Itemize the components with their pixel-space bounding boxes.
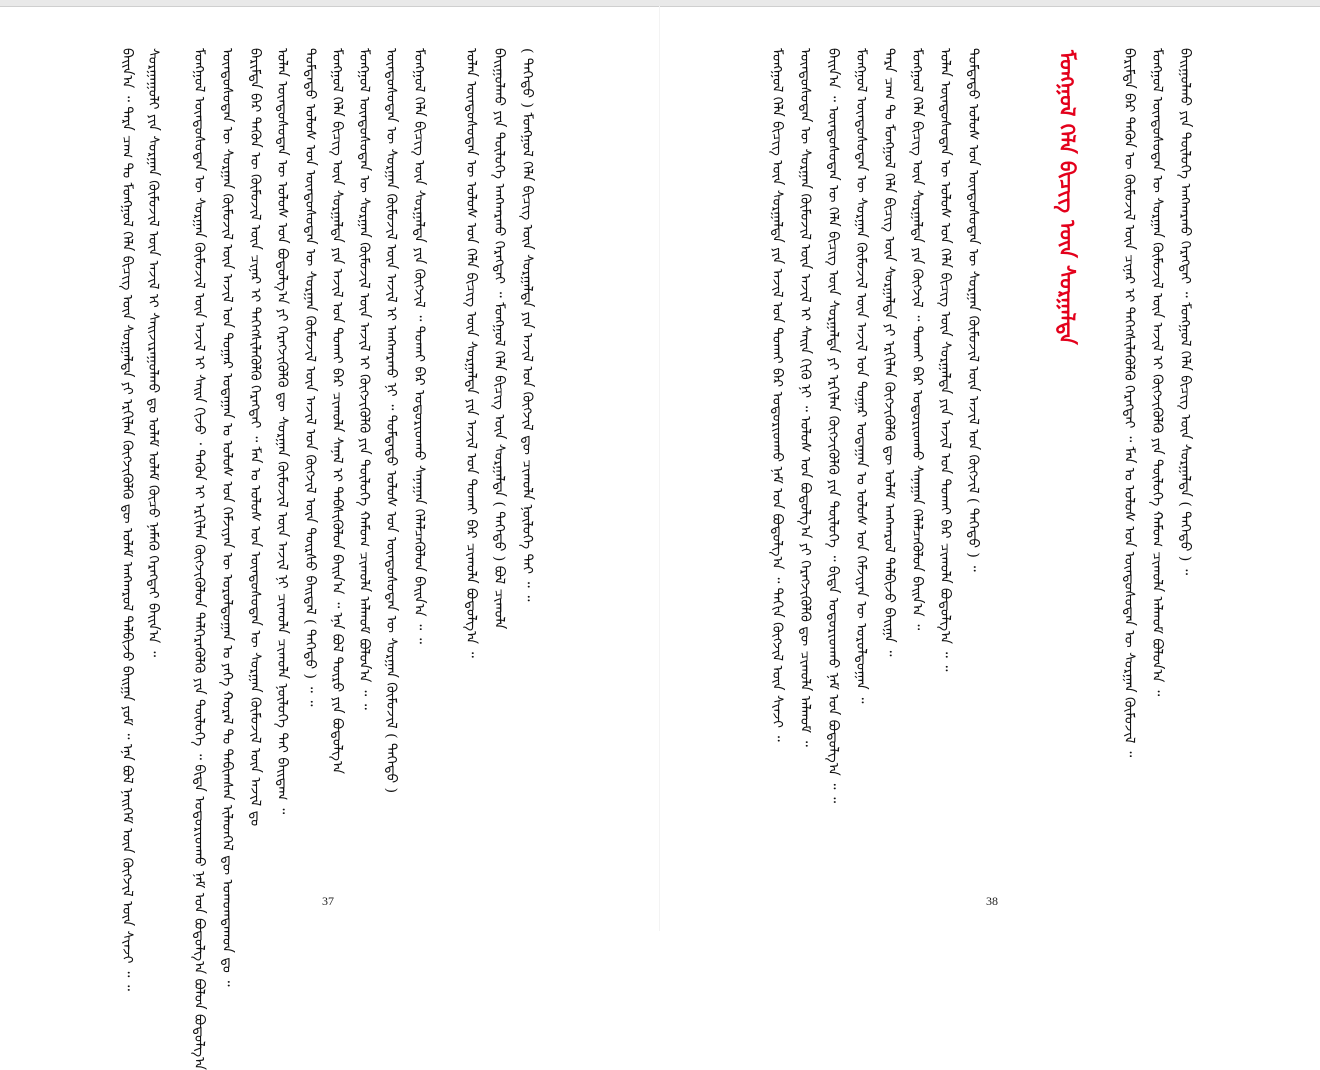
text-column: ᠪᠠᠷᠢᠮᠲᠠ ᠪᠠᠷ ᠲᠡᠭᠦᠨ ᠦ ᠬᠦᠮᠦᠵᠢᠯ ᠦᠨ ᠴᠢᠨᠠᠷ ᠢ ᠳᠡᠭᠡᠭᠰᠢᠯᠡᠭᠦᠯᠬᠦ ᠬᠡᠷᠡᠭᠲᠡᠢ ᠃ ᠮᠠᠨ ᠤ ᠤᠯᠤᠰ ᠤᠨ ᠦᠨᠳᠦᠰᠦᠲᠡᠨ ᠦ ᠰᠤᠷᠭᠠᠨ ᠬᠦᠮᠦᠵᠢᠯ ᠦᠨ ᠠᠵᠢᠯ ᠳᠤ — [247, 48, 263, 827]
page-number: 37 — [322, 894, 334, 908]
text-column: ᠮᠣᠩᠭᠣᠯ ᠦᠨᠳᠦᠰᠦᠲᠡᠨ ᠦ ᠰᠤᠷᠭᠠᠨ ᠬᠦᠮᠦᠵᠢᠯ ᠦᠨ ᠠᠵᠢᠯ ᠤᠨ ᠳᠤᠭᠠᠷ ᠤᠳᠠᠭᠠᠨ ᠤ ᠤᠯᠤᠰ ᠤᠨ ᠬᠡᠮᠵᠢᠶᠡᠨ ᠦ ᠤᠷᠤᠯᠳᠤᠭᠠᠨ ᠃ — [853, 48, 869, 704]
text-column: ᠣᠯᠠᠨ ᠦᠨᠳᠦᠰᠦᠲᠡᠨ ᠦ ᠤᠯᠤᠰ ᠤᠨ ᠬᠡᠯᠡ ᠪᠢᠴᠢᠭ ᠦᠨ ᠰᠤᠷᠭᠠᠯᠲᠠ ᠶᠢᠨ ᠠᠵᠢᠯ ᠤᠨ ᠲᠤᠬᠠᠢ ᠪᠠᠷ ᠴᠢᠬᠤᠯᠠ ᠪᠣᠳᠤᠯᠭ᠎ᠠ ᠃ ᠃ — [937, 48, 953, 672]
text-column: ᠮᠣᠩᠭᠣᠯ ᠦᠨᠳᠦᠰᠦᠲᠡᠨ ᠦ ᠰᠤᠷᠭᠠᠨ ᠬᠦᠮᠦᠵᠢᠯ ᠦᠨ ᠠᠵᠢᠯ ᠢ ᠬᠥᠭᠵᠢᠭᠦᠯᠬᠦ ᠶᠢᠨ ᠲᠥᠯᠦᠭᠡ ᠬᠠᠮᠤᠭ ᠴᠢᠬᠤᠯᠠ ᠠᠯᠬᠤᠮ ᠪᠣᠯᠤᠨ᠎ᠠ ᠃ ᠃ — [356, 48, 372, 710]
text-column: ᠪᠠᠢᠭᠤᠯᠬᠤ ᠶᠢᠨ ᠲᠥᠯᠦᠭᠡ ᠠᠩᠬᠠᠷᠬᠤ ᠬᠡᠷᠡᠭᠲᠡᠢ ᠃ ᠮᠣᠩᠭᠣᠯ ᠬᠡᠯᠡ ᠪᠢᠴᠢᠭ ᠦᠨ ᠰᠤᠷᠭᠠᠯᠲᠠ ( ᠳᠡᠭᠡᠳᠦ ) ᠪᠣᠯ ᠴᠢᠬᠤᠯᠠ — [491, 48, 507, 630]
text-column: ᠮᠣᠩᠭᠣᠯ ᠦᠨᠳᠦᠰᠦᠲᠡᠨ ᠦ ᠰᠤᠷᠭᠠᠨ ᠬᠦᠮᠦᠵᠢᠯ ᠦᠨ ᠠᠵᠢᠯ ᠢ ᠰᠠᠢᠨ ᠬᠢᠵᠤ ᠂ ᠲᠡᠭᠦᠨ ᠢ ᠡᠷᠬᠢᠯᠡᠨ ᠬᠥᠭᠵᠢᠭᠦᠯᠦᠨ ᠳᠡᠯᠭᠡᠷᠡᠭᠦᠯᠬᠦ ᠶᠢᠨ ᠲᠥᠯᠦᠭᠡ ᠃ ᠪᠢᠳᠡ ᠤᠳᠤᠷᠢᠳᠬᠤ ᠨᠠᠮ ᠤᠨ ᠪᠣᠳᠤᠯᠭ᠎ᠠ ᠪᠣᠯᠤᠨ ᠪᠣᠳᠤᠯᠭ᠎ᠠ — [191, 48, 207, 1070]
text-column: ᠳᠤᠮᠳᠠᠳᠤ ᠤᠯᠤᠰ ᠤᠨ ᠦᠨᠳᠦᠰᠦᠲᠡᠨ ᠦ ᠰᠤᠷᠭᠠᠨ ᠬᠦᠮᠦᠵᠢᠯ ᠦᠨ ᠠᠵᠢᠯ ᠤᠨ ᠬᠥᠭᠵᠢᠯ ( ᠳᠡᠭᠡᠳᠦ ) ᠃ — [965, 48, 981, 572]
text-column: ᠮᠣᠩᠭᠣᠯ ᠬᠡᠯᠡ ᠪᠢᠴᠢᠭ ᠦᠨ ᠰᠤᠷᠭᠠᠯᠲᠠ ᠶᠢᠨ ᠬᠥᠭᠵᠢᠯ ᠃ ᠲᠤᠬᠠᠢ ᠪᠠᠷ ᠤᠳᠤᠷᠢᠳᠬᠤ ᠰᠠᠨᠠᠭᠠᠨ ᠬᠡᠯᠡᠯᠴᠡᠭᠦᠯᠦᠨ ᠪᠠᠢᠨ᠎ᠠ ᠃ — [909, 48, 925, 631]
text-column: ᠦᠨᠳᠦᠰᠦᠲᠡᠨ ᠦ ᠰᠤᠷᠭᠠᠨ ᠬᠦᠮᠦᠵᠢᠯ ᠦᠨ ᠠᠵᠢᠯ ᠢ ᠰᠠᠢᠨ ᠬᠢᠬᠦ ᠨᠢ ᠃ ᠤᠯᠤᠰ ᠤᠨ ᠪᠣᠳᠤᠯᠭ᠎ᠠ ᠶᠢ ᠬᠡᠷᠡᠭᠵᠢᠭᠦᠯᠬᠦ ᠳᠦ ᠴᠢᠬᠤᠯᠠ ᠠᠯᠬᠤᠮ ᠃ — [797, 48, 813, 747]
text-column: ᠮᠣᠩᠭᠣᠯ ᠬᠡᠯᠡ ᠪᠢᠴᠢᠭ ᠦᠨ ᠰᠤᠷᠭᠠᠯᠲᠠ ᠶᠢᠨ ᠠᠵᠢᠯ ᠤᠨ ᠲᠤᠬᠠᠢ ᠪᠠᠷ ᠴᠢᠬᠤᠯᠠ ᠰᠠᠨᠠᠯ ᠢ ᠳᠡᠪᠰᠢᠭᠦᠯᠦᠨ ᠪᠠᠢᠨ᠎ᠠ ᠃ ᠡᠨᠡ ᠪᠣᠯ ᠲᠥᠷᠦ ᠶᠢᠨ ᠪᠣᠳᠤᠯᠭ᠎ᠠ — [329, 48, 345, 774]
text-column: ᠣᠯᠠᠨ ᠦᠨᠳᠦᠰᠦᠲᠡᠨ ᠦ ᠤᠯᠤᠰ ᠤᠨ ᠬᠡᠯᠡ ᠪᠢᠴᠢᠭ ᠦᠨ ᠰᠤᠷᠭᠠᠯᠲᠠ ᠶᠢᠨ ᠠᠵᠢᠯ ᠤᠨ ᠲᠤᠬᠠᠢ ᠪᠠᠷ ᠴᠢᠬᠤᠯᠠ ᠪᠣᠳᠤᠯᠭ᠎ᠠ ᠃ — [463, 48, 479, 658]
text-column: ᠪᠠᠷᠢᠮᠲᠠ ᠪᠠᠷ ᠲᠡᠭᠦᠨ ᠦ ᠬᠦᠮᠦᠵᠢᠯ ᠦᠨ ᠴᠢᠨᠠᠷ ᠢ ᠳᠡᠭᠡᠭᠰᠢᠯᠡᠭᠦᠯᠬᠦ ᠬᠡᠷᠡᠭᠲᠡᠢ ᠃ ᠮᠠᠨ ᠤ ᠤᠯᠤᠰ ᠤᠨ ᠦᠨᠳᠦᠰᠦᠲᠡᠨ ᠦ ᠰᠤᠷᠭᠠᠨ ᠬᠦᠮᠦᠵᠢᠯ ᠃ — [1121, 48, 1137, 758]
text-column: ᠦᠨᠳᠦᠰᠦᠲᠡᠨ ᠦ ᠰᠤᠷᠭᠠᠨ ᠬᠦᠮᠦᠵᠢᠯ ᠦᠨ ᠠᠵᠢᠯ ᠤᠨ ᠳᠤᠭᠠᠷ ᠤᠳᠠᠭᠠᠨ ᠤ ᠤᠯᠤᠰ ᠤᠨ ᠬᠡᠮᠵᠢᠶᠡᠨ ᠦ ᠤᠷᠤᠯᠳᠤᠭᠠᠨ ᠤ ᠶᠡᠬᠡ ᠬᠤᠷᠠᠯ ᠲᠤ ᠲᠠᠪᠢᠭᠰᠠᠨ ᠢᠯᠡᠳᠬᠡᠯ ᠳᠦ ᠤᠬᠤᠭᠳᠠᠬᠤᠨ ᠳᠤ ᠃ — [219, 48, 235, 987]
text-column: ᠦᠨᠳᠦᠰᠦᠲᠡᠨ ᠦ ᠰᠤᠷᠭᠠᠨ ᠬᠦᠮᠦᠵᠢᠯ ᠦᠨ ᠠᠵᠢᠯ ᠢ ᠠᠩᠬᠠᠷᠬᠤ ᠨᠢ ᠃ ᠳᠤᠮᠳᠠᠳᠤ ᠤᠯᠤᠰ ᠤᠨ ᠦᠨᠳᠦᠰᠦᠲᠡᠨ ᠦ ᠰᠤᠷᠭᠠᠨ ᠬᠦᠮᠦᠵᠢᠯ ( ᠳᠡᠭᠡᠳᠦ ) — [383, 48, 399, 794]
text-column: ᠰᠤᠷᠭᠠᠭᠤᠯᠢ ᠶᠢᠨ ᠰᠤᠷᠭᠠᠨ ᠬᠦᠮᠦᠵᠢᠯ ᠦᠨ ᠠᠵᠢᠯ ᠢ ᠰᠠᠢᠵᠢᠷᠠᠭᠤᠯᠬᠤ ᠳᠤ ᠤᠯᠠᠮ ᠤᠯᠠᠮ ᠬᠦᠴᠦ ᠨᠡᠮᠡᠬᠦ ᠬᠡᠷᠡᠭᠲᠡᠢ ᠪᠠᠢᠨ᠎ᠠ ᠃ — [145, 48, 161, 657]
page-number: 38 — [986, 894, 998, 908]
text-column: ᠮᠣᠩᠭᠣᠯ ᠬᠡᠯᠡ ᠪᠢᠴᠢᠭ ᠦᠨ ᠰᠤᠷᠭᠠᠯᠲᠠ ᠶᠢᠨ ᠬᠥᠭᠵᠢᠯ ᠃ ᠲᠤᠬᠠᠢ ᠪᠠᠷ ᠤᠳᠤᠷᠢᠳᠬᠤ ᠰᠠᠨᠠᠭᠠᠨ ᠬᠡᠯᠡᠯᠴᠡᠭᠦᠯᠦᠨ ᠪᠠᠢᠨ᠎ᠠ ᠃ ᠃ — [411, 48, 427, 644]
text-column: ᠪᠠᠢᠭᠤᠯᠬᠤ ᠶᠢᠨ ᠲᠥᠯᠦᠭᠡ ᠠᠩᠬᠠᠷᠬᠤ ᠬᠡᠷᠡᠭᠲᠡᠢ ᠃ ᠮᠣᠩᠭᠣᠯ ᠬᠡᠯᠡ ᠪᠢᠴᠢᠭ ᠦᠨ ᠰᠤᠷᠭᠠᠯᠲᠠ ( ᠳᠡᠭᠡᠳᠦ ) ᠃ — [1177, 48, 1193, 575]
text-column: ᠣᠯᠠᠨ ᠦᠨᠳᠦᠰᠦᠲᠡᠨ ᠦ ᠤᠯᠤᠰ ᠤᠨ ᠪᠣᠳᠤᠯᠭ᠎ᠠ ᠶᠢ ᠬᠡᠷᠡᠭᠵᠢᠭᠦᠯᠬᠦ ᠳᠦ ᠰᠤᠷᠭᠠᠨ ᠬᠦᠮᠦᠵᠢᠯ ᠦᠨ ᠠᠵᠢᠯ ᠨᠢ ᠴᠢᠬᠤᠯᠠ ᠴᠢᠬᠤᠯᠠ ᠨᠥᠯᠦᠭᠡ ᠲᠡᠢ ᠪᠠᠢᠳᠠᠭ ᠃ — [274, 48, 290, 815]
page-37 — [0, 6, 660, 1070]
text-column: ( ᠳᠡᠭᠡᠳᠦ ) ᠮᠣᠩᠭᠣᠯ ᠬᠡᠯᠡ ᠪᠢᠴᠢᠭ ᠦᠨ ᠰᠤᠷᠭᠠᠯᠲᠠ ᠶᠢᠨ ᠠᠵᠢᠯ ᠤᠨ ᠬᠥᠭᠵᠢᠯ ᠳᠦ ᠴᠢᠬᠤᠯᠠ ᠨᠥᠯᠦᠭᠡ ᠲᠡᠢ ᠃ ᠃ — [519, 48, 535, 602]
section-title: ᠮᠣᠩᠭᠣᠯ ᠬᠡᠯᠡ ᠪᠢᠴᠢᠭ ᠦᠨ ᠰᠤᠷᠭᠠᠯᠲᠠ — [1055, 50, 1080, 345]
text-column: ᠮᠣᠩᠭᠣᠯ ᠦᠨᠳᠦᠰᠦᠲᠡᠨ ᠦ ᠰᠤᠷᠭᠠᠨ ᠬᠦᠮᠦᠵᠢᠯ ᠦᠨ ᠠᠵᠢᠯ ᠢ ᠬᠥᠭᠵᠢᠭᠦᠯᠬᠦ ᠶᠢᠨ ᠲᠥᠯᠦᠭᠡ ᠬᠠᠮᠤᠭ ᠴᠢᠬᠤᠯᠠ ᠠᠯᠬᠤᠮ ᠪᠣᠯᠤᠨ᠎ᠠ ᠃ — [1149, 48, 1165, 697]
text-column: ᠲᠡᠷᠡ ᠴᠠᠭ ᠲᠤ ᠮᠣᠩᠭᠣᠯ ᠬᠡᠯᠡ ᠪᠢᠴᠢᠭ ᠦᠨ ᠰᠤᠷᠭᠠᠯᠲᠠ ᠶᠢ ᠡᠷᠬᠢᠯᠡᠨ ᠬᠥᠭᠵᠢᠭᠦᠯᠬᠦ ᠳᠦ ᠤᠯᠠᠮ ᠠᠩᠬᠠᠷᠤᠯ ᠲᠠᠯᠪᠢᠵᠤ ᠪᠠᠢᠭᠠ ᠃ — [881, 48, 897, 657]
page-38 — [660, 6, 1320, 931]
text-column: ᠪᠠᠢᠨ᠎ᠠ ᠃ ᠲᠡᠷᠡ ᠴᠠᠭ ᠲᠤ ᠮᠣᠩᠭᠣᠯ ᠬᠡᠯᠡ ᠪᠢᠴᠢᠭ ᠦᠨ ᠰᠤᠷᠭᠠᠯᠲᠠ ᠶᠢ ᠡᠷᠬᠢᠯᠡᠨ ᠬᠥᠭᠵᠢᠭᠦᠯᠬᠦ ᠳᠦ ᠤᠯᠠᠮ ᠠᠩᠬᠠᠷᠤᠯ ᠲᠠᠯᠪᠢᠵᠤ ᠪᠠᠢᠭᠠ ᠶᠤᠮ ᠃ ᠡᠨᠡ ᠪᠣᠯ ᠨᠡᠢᠭᠡᠮ ᠦᠨ ᠬᠥᠭᠵᠢᠯ ᠦᠨ ᠰᠢᠨᠵᠢ ᠃ ᠃ — [119, 48, 135, 991]
text-column: ᠮᠣᠩᠭᠣᠯ ᠬᠡᠯᠡ ᠪᠢᠴᠢᠭ ᠦᠨ ᠰᠤᠷᠭᠠᠯᠲᠠ ᠶᠢᠨ ᠠᠵᠢᠯ ᠤᠨ ᠲᠤᠬᠠᠢ ᠪᠠᠷ ᠤᠳᠤᠷᠢᠳᠬᠤ ᠨᠠᠮ ᠤᠨ ᠪᠣᠳᠤᠯᠭ᠎ᠠ ᠃ ᠳᠠᠬᠢᠨ ᠬᠥᠭᠵᠢᠯ ᠦᠨ ᠰᠢᠨᠵᠢ ᠃ — [769, 48, 785, 742]
text-column: ᠳᠤᠮᠳᠠᠳᠤ ᠤᠯᠤᠰ ᠤᠨ ᠦᠨᠳᠦᠰᠦᠲᠡᠨ ᠦ ᠰᠤᠷᠭᠠᠨ ᠬᠦᠮᠦᠵᠢᠯ ᠦᠨ ᠠᠵᠢᠯ ᠤᠨ ᠬᠥᠭᠵᠢᠯ ᠦᠨ ᠳᠦᠷᠰᠦ ᠪᠠᠢᠳᠠᠯ ( ᠳᠡᠭᠡᠳᠦ ) ᠃ ᠃ — [302, 48, 318, 707]
text-column: ᠪᠠᠢᠨ᠎ᠠ ᠃ ᠦᠨᠳᠦᠰᠦᠲᠡᠨ ᠦ ᠬᠡᠯᠡ ᠪᠢᠴᠢᠭ ᠦᠨ ᠰᠤᠷᠭᠠᠯᠲᠠ ᠶᠢ ᠡᠷᠬᠢᠯᠡᠨ ᠬᠥᠭᠵᠢᠭᠦᠯᠬᠦ ᠶᠢᠨ ᠲᠥᠯᠦᠭᠡ ᠃ ᠪᠢᠳᠡ ᠤᠳᠤᠷᠢᠳᠬᠤ ᠨᠠᠮ ᠤᠨ ᠪᠣᠳᠤᠯᠭ᠎ᠠ ᠃ ᠃ — [825, 48, 841, 804]
